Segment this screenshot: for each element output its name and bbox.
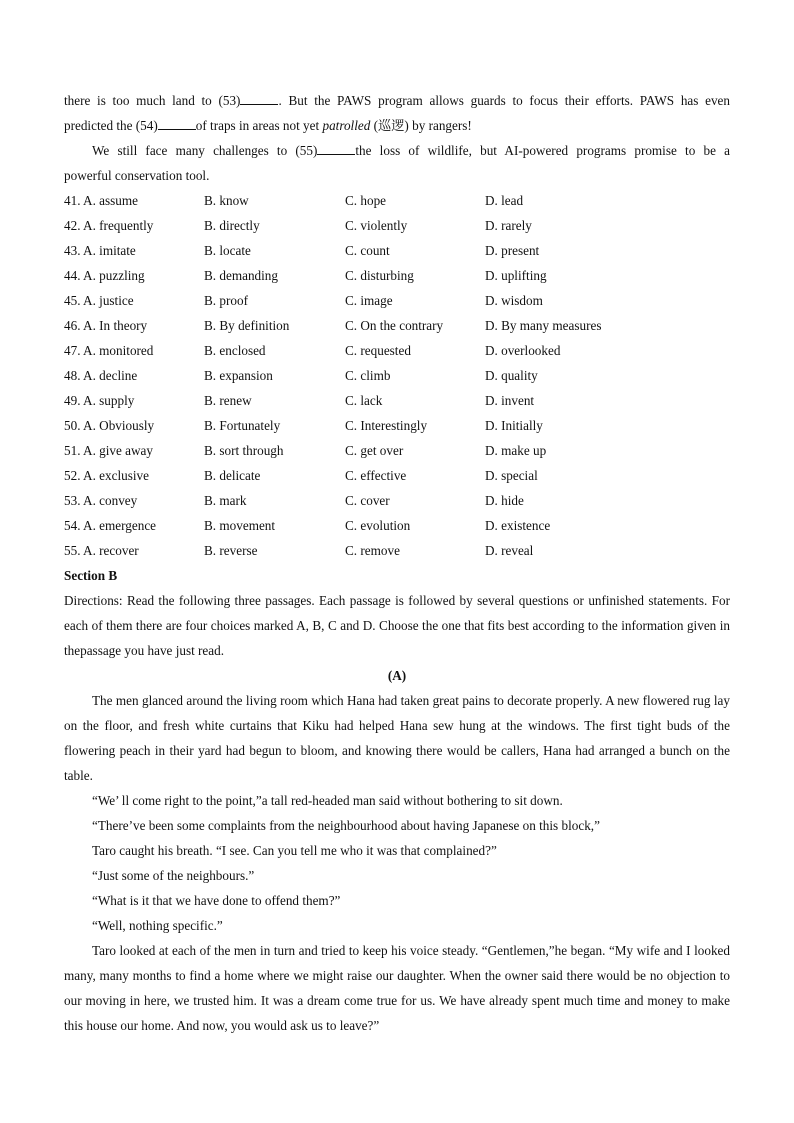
question-row [64, 188, 730, 213]
option-d: D. special [485, 468, 538, 483]
option-b: B. enclosed [204, 343, 266, 358]
option-c: C. cover [345, 493, 390, 508]
passage-line: predicted the (54) of traps in areas not yet patrolled (巡逻) by rangers! [64, 118, 472, 133]
option-a: 55. A. recover [64, 543, 139, 558]
option-c: C. lack [345, 393, 383, 408]
option-d: D. reveal [485, 543, 534, 558]
passage-paragraph: Taro looked at each of the men in turn and tried to keep his voice steady. “Gentlemen,”he began. “My wife and I looked many, many months to find a home where we might raise our daughter. When the owner said there would be no objection to our moving in here, we trusted him. It was a dream come true for us. We have already spent much time and money to make this house our home. And now, you would ask us to leave?” [64, 943, 730, 1033]
option-c: C. violently [345, 218, 408, 233]
option-b: B. mark [204, 493, 247, 508]
option-b: B. renew [204, 393, 252, 408]
passage-paragraph: The men glanced around the living room which Hana had taken great pains to decorate properly. A new flowered rug lay on the floor, and fresh white curtains that Kiku had helped Hana sew hung at the windows. The first tight buds of the flowering peach in their yard had begun to bloom, and knowing there would be callers, Hana had arranged a bunch on the table. [64, 693, 730, 783]
option-a: 49. A. supply [64, 393, 135, 408]
option-b: B. proof [204, 293, 248, 308]
passage-continuation [64, 88, 730, 188]
option-d: D. By many measures [485, 318, 602, 333]
dialogue-line: Taro caught his breath. “I see. Can you tell me who it was that complained?” [92, 843, 497, 858]
passage-line: there is too much land to (53) . But the PAWS program allows guards to focus their efforts. PAWS has even [64, 93, 730, 108]
option-d: D. wisdom [485, 293, 543, 308]
option-b: B. Fortunately [204, 418, 281, 433]
question-row [64, 263, 730, 288]
option-c: C. image [345, 293, 393, 308]
option-c: C. effective [345, 468, 407, 483]
question-list [64, 188, 730, 563]
option-a: 47. A. monitored [64, 343, 154, 358]
option-c: C. get over [345, 443, 404, 458]
option-b: B. know [204, 193, 249, 208]
option-c: C. On the contrary [345, 318, 444, 333]
option-d: D. present [485, 243, 540, 258]
option-a: 53. A. convey [64, 493, 138, 508]
question-row [64, 388, 730, 413]
option-b: B. directly [204, 218, 260, 233]
answer-blank-55 [317, 141, 355, 155]
question-row [64, 513, 730, 538]
option-b: B. expansion [204, 368, 273, 383]
option-d: D. lead [485, 193, 524, 208]
question-row [64, 238, 730, 263]
option-b: B. delicate [204, 468, 261, 483]
dialogue-line: “There’ve been some complaints from the neighbourhood about having Japanese on this block,” [92, 818, 600, 833]
section-heading: Section B [64, 568, 118, 583]
question-row [64, 363, 730, 388]
option-c: C. requested [345, 343, 411, 358]
option-a: 51. A. give away [64, 443, 153, 458]
question-row [64, 438, 730, 463]
option-a: 43. A. imitate [64, 243, 136, 258]
option-d: D. overlooked [485, 343, 561, 358]
passage-line: We still face many challenges to (55) the loss of wildlife, but AI-powered programs promise to be a [92, 143, 730, 158]
option-a: 50. A. Obviously [64, 418, 155, 433]
question-row [64, 288, 730, 313]
question-row [64, 488, 730, 513]
option-b: B. sort through [204, 443, 284, 458]
question-row [64, 538, 730, 563]
option-d: D. make up [485, 443, 547, 458]
question-row [64, 463, 730, 488]
section-directions: Directions: Read the following three passages. Each passage is followed by several questions or unfinished statements. For each of them there are four choices marked A, B, C and D. Choose the one that fits best according to the information given in thepassage you have just read. [64, 593, 730, 658]
dialogue-line: “Well, nothing specific.” [92, 918, 223, 933]
passage-label: (A) [387, 668, 407, 683]
option-c: C. disturbing [345, 268, 414, 283]
option-d: D. quality [485, 368, 538, 383]
option-c: C. remove [345, 543, 400, 558]
question-row [64, 413, 730, 438]
passage-line: powerful conservation tool. [64, 168, 210, 183]
option-b: B. movement [204, 518, 276, 533]
option-c: C. Interestingly [345, 418, 428, 433]
option-d: D. Initially [485, 418, 543, 433]
option-a: 54. A. emergence [64, 518, 157, 533]
dialogue-line: “What is it that we have done to offend them?” [92, 893, 341, 908]
option-a: 52. A. exclusive [64, 468, 149, 483]
option-b: B. demanding [204, 268, 278, 283]
dialogue-line: “Just some of the neighbours.” [92, 868, 255, 883]
answer-blank-54 [158, 116, 196, 130]
option-d: D. uplifting [485, 268, 547, 283]
question-row [64, 313, 730, 338]
option-a: 44. A. puzzling [64, 268, 145, 283]
option-a: 41. A. assume [64, 193, 138, 208]
option-a: 42. A. frequently [64, 218, 154, 233]
question-row [64, 213, 730, 238]
option-c: C. count [345, 243, 390, 258]
option-c: C. hope [345, 193, 387, 208]
dialogue-line: “We’ ll come right to the point,”a tall red-headed man said without bothering to sit down. [92, 793, 563, 808]
option-a: 45. A. justice [64, 293, 134, 308]
exam-page [64, 88, 730, 1038]
option-a: 48. A. decline [64, 368, 138, 383]
question-row [64, 338, 730, 363]
option-d: D. existence [485, 518, 551, 533]
option-a: 46. A. In theory [64, 318, 148, 333]
option-b: B. By definition [204, 318, 290, 333]
option-c: C. evolution [345, 518, 411, 533]
option-d: D. rarely [485, 218, 532, 233]
option-d: D. hide [485, 493, 524, 508]
answer-blank-53 [240, 91, 278, 105]
option-d: D. invent [485, 393, 535, 408]
option-b: B. reverse [204, 543, 258, 558]
option-b: B. locate [204, 243, 251, 258]
option-c: C. climb [345, 368, 391, 383]
